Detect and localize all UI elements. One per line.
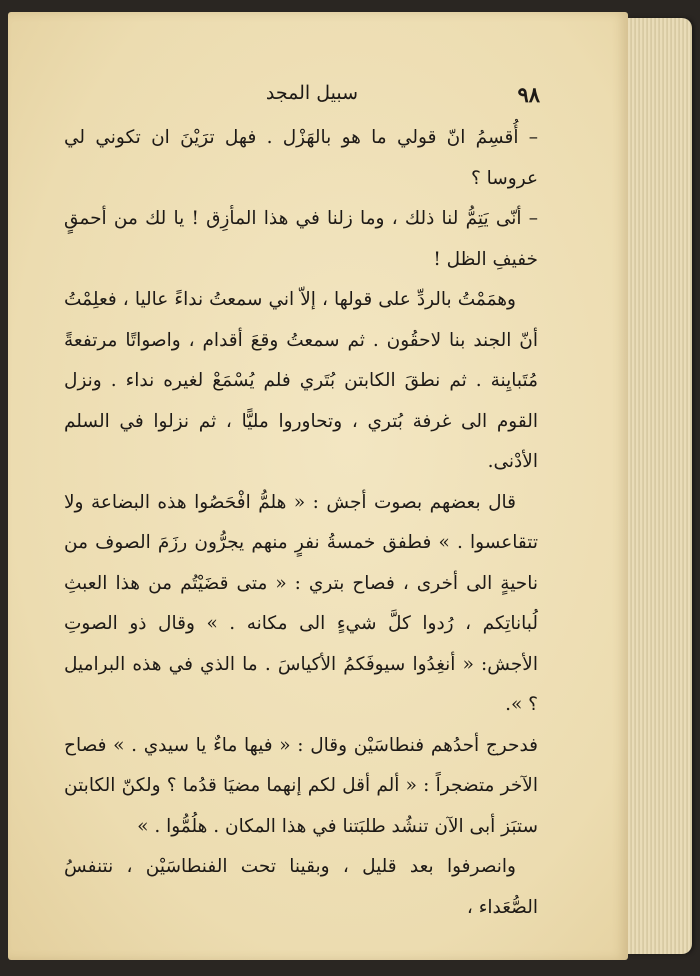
paragraph-narration-4: وانصرفوا بعد قليل ، وبقينا تحت الفنطاسَيْن ، نتنفسُ الصُّعَداء ، [64,856,538,918]
page-header [60,82,540,112]
body-text [64,118,538,928]
paragraph-dialogue-2: – أنّى يَتِمُّ لنا ذلك ، وما زلنا في هذا المأزِق ! يا لك من أحمقٍ خفيفِ الظل ! [64,208,538,270]
running-title: سبيل المجد [265,82,358,104]
book-page-edges [628,18,692,954]
paragraph-dialogue-1: – أُقسِمُ انّ قولي ما هو بالهَزْل . فهل ترَيْنَ ان تكوني لي عروسا ؟ [64,127,538,189]
paragraph-narration-3: فدحرج أحدُهم فنطاسَيْن وقال : « فيها ماءٌ يا سيدي . » فصاح الآخر متضجراً : « ألم أقل لكم إنهما مضيَا قدُما ؟ ولكنّ الكابتن ستبَز أبى الآن تنشُد طلبَتنا في هذا المكان . هلُمُّوا . » [64,734,538,837]
page-number: ٩٨ [517,82,540,107]
paragraph-narration-2: قال بعضهم بصوت أجش : « هلمُّ افْحَصُوا هذه البضاعة ولا تتقاعسوا . » فطفق خمسةُ نفرٍ منهم يجرُّون رزَمَ الصوف من ناحيةٍ الى أخرى ، فصاح بتري : « متى قضَيْتُم من هذا العبثِ لُباناتِكم ، رُدوا كلَّ شيءٍ الى مكانه . » وقال ذو الصوتِ الأجش: « أنغِدُوا سيوفَكمُ الأكياسَ . ما الذي في هذه البراميل ؟ ». [64,491,538,715]
paragraph-narration-1: وهمَمْتُ بالردِّ على قولها ، إلاّ اني سمعتُ نداءً عاليا ، فعلِمْتُ أنّ الجند بنا لاحقُون . ثم سمعتُ وقعَ أقدام ، واصواتًا مرتفعةً مُتَبايِنة . ثم نطقَ الكابتن بُتَري فلم يُسْمَعْ لغيره نداء . ونزل القوم الى غرفة بُتري ، وتحاوروا مليًّا ، ثم نزلوا في السلم الأدْنى. [64,289,538,472]
